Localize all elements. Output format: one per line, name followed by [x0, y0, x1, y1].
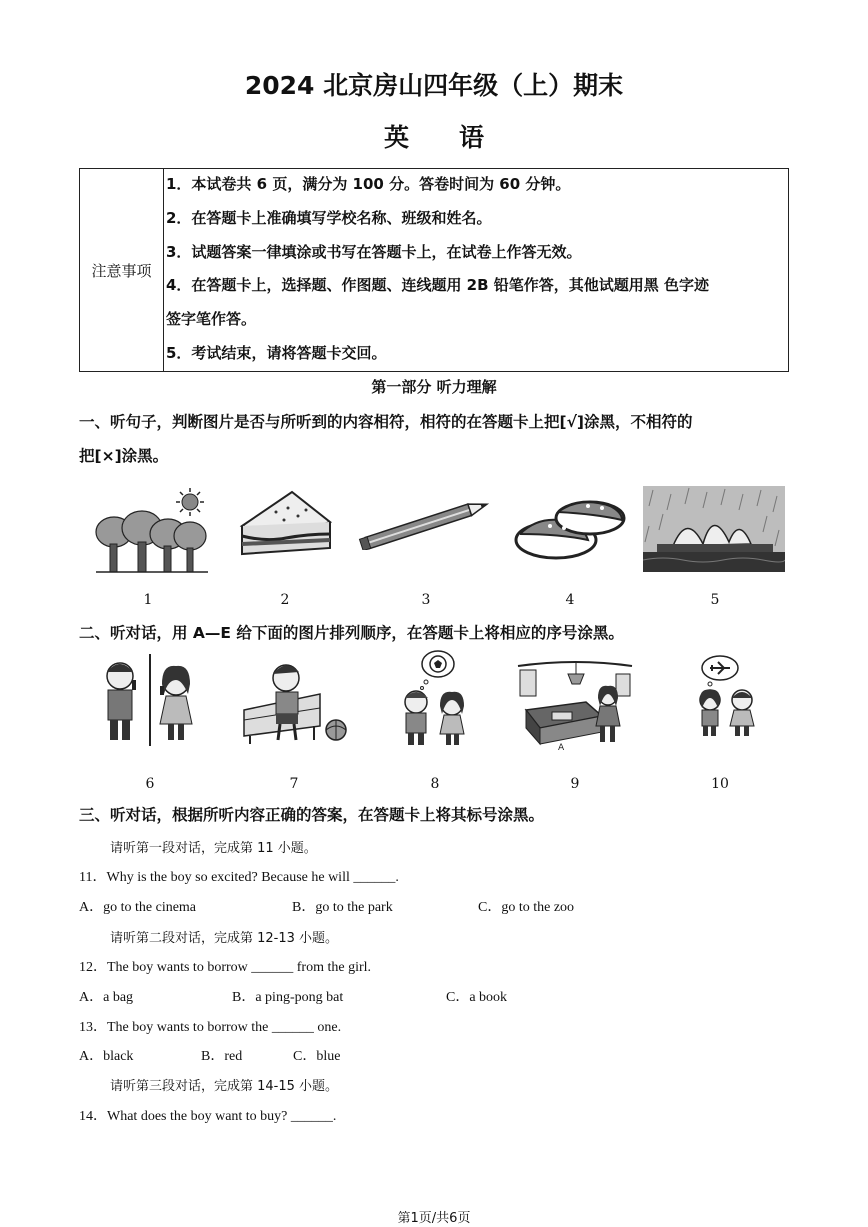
q13-option-b[interactable]: B．red [201, 1049, 243, 1064]
q11-option-b[interactable]: B．go to the park [292, 900, 393, 915]
notes-table [79, 168, 789, 372]
picture-number: 9 [570, 776, 580, 792]
section2-instruction: 二、听对话，用 A—E 给下面的图片排列顺序，在答题卡上将相应的序号涂黑。 [79, 624, 624, 642]
trees-sun-icon [92, 486, 212, 578]
dialog-instruction: 请听第一段对话，完成第 11 小题。 [110, 841, 317, 856]
sandwich-icon [236, 488, 336, 568]
picture-number: 7 [289, 776, 299, 792]
kids-thinking-plane-icon [690, 654, 770, 740]
picture-number: 3 [421, 592, 431, 608]
q12-option-a[interactable]: A．a bag [79, 990, 134, 1005]
girl-bedroom-icon [516, 656, 634, 752]
boy-girl-phone-icon [92, 654, 204, 746]
notes-item: 2．在答题卡上准确填写学校名称、班级和姓名。 [166, 209, 492, 227]
notes-item: 4．在答题卡上，选择题、作图题、连线题用 2B 铅笔作答，其他试题用黑 色字迹 [166, 276, 709, 294]
picture-number: 8 [430, 776, 440, 792]
boy-bench-ball-icon [240, 656, 352, 744]
q12-option-c[interactable]: C．a book [446, 990, 508, 1005]
kids-football-icon [396, 650, 476, 748]
dialog-instruction: 请听第二段对话，完成第 12-13 小题。 [110, 931, 339, 946]
q13-option-c[interactable]: C．blue [293, 1049, 341, 1064]
q11-option-a[interactable]: A．go to the cinema [79, 900, 197, 915]
picture-number: 6 [145, 776, 155, 792]
picture-number: 10 [711, 776, 729, 792]
question-13: 13．The boy wants to borrow the ______ one. [79, 1020, 342, 1035]
pencil-icon [356, 498, 496, 550]
dialog-instruction: 请听第三段对话，完成第 14-15 小题。 [110, 1079, 339, 1094]
question-14: 14．What does the boy want to buy? ______. [79, 1109, 337, 1124]
part-title: 第一部分 听力理解 [371, 378, 497, 396]
q13-option-a[interactable]: A．black [79, 1049, 134, 1064]
exam-title: 2024 北京房山四年级（上）期末 [244, 71, 624, 100]
picture-number: 4 [565, 592, 575, 608]
alarm-clock-icon: A [558, 743, 565, 752]
q12-option-b[interactable]: B．a ping-pong bat [232, 990, 344, 1005]
notes-item: 5．考试结束，请将答题卡交回。 [166, 344, 387, 362]
page-number: 第1页/共6页 [397, 1211, 471, 1226]
section1-instruction-cont: 把[×]涂黑。 [79, 447, 169, 465]
picture-number: 2 [280, 592, 290, 608]
notes-item: 签字笔作答。 [166, 310, 257, 328]
section1-instruction: 一、听句子，判断图片是否与所听到的内容相符，相符的在答题卡上把[√]涂黑，不相符的 [79, 413, 693, 431]
opera-house-rain-icon [643, 486, 785, 572]
q11-option-c[interactable]: C．go to the zoo [478, 900, 575, 915]
notes-heading: 注意事项 [80, 169, 164, 371]
question-12: 12．The boy wants to borrow ______ from the girl. [79, 960, 372, 975]
slippers-icon [510, 488, 630, 568]
section3-instruction: 三、听对话，根据所听内容正确的答案，在答题卡上将其标号涂黑。 [79, 806, 545, 824]
question-11: 11．Why is the boy so excited? Because he will ______. [79, 870, 399, 885]
notes-item: 1．本试卷共 6 页，满分为 100 分。答卷时间为 60 分钟。 [166, 175, 571, 193]
exam-subject: 英 语 [383, 123, 484, 152]
picture-number: 1 [143, 592, 153, 608]
notes-item: 3．试题答案一律填涂或书写在答题卡上，在试卷上作答无效。 [166, 243, 582, 261]
picture-number: 5 [710, 592, 720, 608]
